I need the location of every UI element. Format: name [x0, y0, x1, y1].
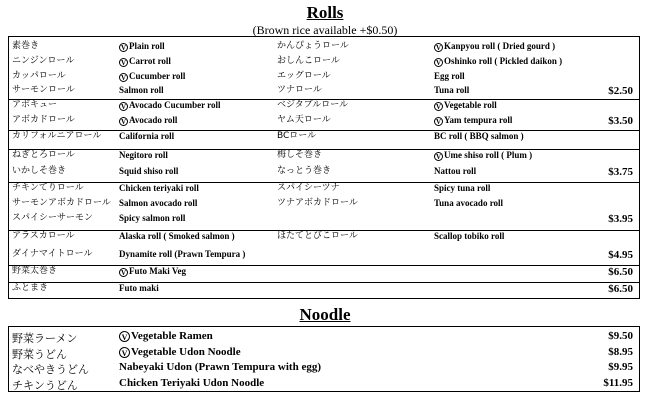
item-japanese-name: ヤム天ロール [277, 115, 331, 125]
item-english-label: Vegetable Udon Noodle [131, 345, 241, 358]
item-english-name [119, 267, 186, 277]
item-price: $6.50 [608, 283, 633, 295]
table-row [9, 345, 639, 360]
item-english-label: Squid shiso roll [119, 166, 179, 176]
vegetarian-icon: V [120, 74, 127, 82]
item-english-name [119, 151, 168, 160]
item-english-label: Spicy tuna roll [434, 183, 491, 193]
item-japanese-name: 野菜ラーメン [12, 332, 78, 345]
item-japanese-name: おしんこロール [277, 56, 340, 66]
item-english-name [434, 167, 476, 176]
item-japanese-name: いかしそ巻き [12, 166, 67, 176]
table-row [9, 130, 639, 150]
table-row [9, 230, 639, 248]
item-english-label: Futo maki [119, 283, 159, 293]
item-english-label: Ume shiso roll ( Plum ) [444, 150, 533, 160]
item-english-label: Oshinko roll ( Pickled daikon ) [444, 56, 563, 66]
item-english-label: California roll [119, 131, 175, 141]
item-english-name [119, 42, 165, 52]
table-row [9, 149, 639, 165]
item-english-name [434, 101, 497, 111]
table-row [9, 212, 639, 231]
rolls-title: Rolls [306, 3, 344, 22]
item-price: $8.95 [608, 345, 633, 358]
item-english-name [119, 132, 174, 141]
item-english-name [434, 42, 555, 52]
item-english-name [434, 116, 512, 126]
item-japanese-name: かんぴょうロール [277, 41, 349, 51]
item-japanese-name: サーモンロール [12, 85, 75, 95]
item-price: $3.95 [608, 213, 633, 225]
item-english-label: Avocado roll [129, 115, 178, 125]
item-japanese-name: チキンうどん [12, 378, 78, 392]
item-english-name [119, 167, 178, 176]
vegetarian-icon: V [120, 118, 127, 126]
item-japanese-name: カリフォルニアロール [12, 131, 102, 141]
table-row [9, 182, 639, 197]
table-row [9, 248, 639, 266]
item-english-label: Cucumber roll [129, 71, 186, 81]
item-english-label: Yam tempura roll [444, 115, 513, 125]
item-english-label: Chicken Teriyaki Udon Noodle [119, 376, 265, 389]
table-row [9, 40, 639, 55]
table-row [9, 265, 639, 283]
item-english-name [119, 199, 197, 208]
item-japanese-name: カッパロール [12, 71, 66, 81]
item-english-name [119, 214, 185, 223]
item-english-label: Tuna avocado roll [434, 198, 504, 208]
item-english-name [119, 232, 235, 241]
item-english-label: Spicy salmon roll [119, 213, 186, 223]
item-japanese-name: なべやきうどん [12, 363, 89, 376]
item-japanese-name: ツナアボカドロール [277, 198, 358, 208]
item-japanese-name: 梅しそ巻き [277, 150, 323, 160]
item-english-name [119, 330, 213, 342]
item-english-name [119, 116, 177, 126]
item-japanese-name: なっとう巻き [277, 166, 332, 176]
item-price: $2.50 [608, 85, 633, 97]
item-english-label: Kanpyou roll ( Dried gourd ) [444, 41, 556, 51]
item-english-name [119, 284, 159, 293]
item-japanese-name: スパイシーツナ [277, 183, 340, 193]
table-row [9, 360, 639, 375]
vegetarian-icon: V [120, 269, 127, 277]
item-english-label: Salmon avocado roll [119, 198, 198, 208]
item-english-name [119, 72, 185, 82]
item-english-name [434, 151, 532, 161]
item-english-label: Scallop tobiko roll [434, 231, 505, 241]
item-english-label: Dynamite roll (Prawn Tempura ) [119, 249, 246, 259]
table-row [9, 99, 639, 114]
item-price: $3.50 [608, 115, 633, 127]
table-row [9, 197, 639, 212]
item-price: $4.95 [608, 249, 633, 261]
item-english-label: Vegetable roll [444, 100, 497, 110]
item-english-name [119, 377, 264, 389]
item-english-label: Plain roll [129, 41, 165, 51]
item-japanese-name: チキンてりロール [12, 183, 84, 193]
item-english-label: BC roll ( BBQ salmon ) [434, 131, 524, 141]
item-english-name [119, 250, 245, 259]
item-price: $6.50 [608, 266, 633, 278]
item-english-name [434, 184, 490, 193]
item-price: $3.75 [608, 166, 633, 178]
item-english-name [119, 184, 199, 193]
item-japanese-name: アラスカロール [12, 231, 75, 241]
item-japanese-name: アボキュー [12, 100, 58, 110]
vegetarian-icon: V [120, 44, 127, 52]
item-japanese-name: BCロール [277, 131, 317, 141]
vegetarian-icon: V [435, 59, 442, 67]
item-english-label: Vegetable Ramen [131, 330, 213, 342]
item-japanese-name: 野菜うどん [12, 347, 67, 361]
item-japanese-name: ベジタブルロール [277, 100, 349, 110]
item-english-label: Salmon roll [119, 85, 164, 95]
item-japanese-name: ダイナマイトロール [12, 249, 93, 259]
vegetarian-icon: V [435, 44, 442, 52]
item-japanese-name: 素巻き [12, 41, 40, 51]
item-price: $9.50 [608, 330, 633, 342]
vegetarian-icon: V [119, 347, 130, 358]
table-row [9, 329, 639, 344]
item-english-name [434, 72, 465, 81]
item-english-label: Alaska roll ( Smoked salmon ) [119, 231, 235, 241]
noodle-table [8, 326, 640, 392]
item-japanese-name: ツナロール [277, 85, 322, 95]
item-japanese-name: アボカドロール [12, 115, 75, 125]
vegetarian-icon: V [435, 118, 442, 126]
item-japanese-name: ねぎとろロール [12, 150, 75, 160]
item-english-label: Egg roll [434, 71, 465, 81]
item-japanese-name: 野菜太巻き [12, 266, 58, 276]
item-english-name [119, 101, 221, 111]
item-english-name [119, 57, 171, 67]
noodle-title: Noodle [299, 305, 351, 324]
item-english-name [434, 132, 524, 141]
vegetarian-icon: V [119, 331, 130, 342]
item-english-name [434, 199, 503, 208]
table-row [9, 114, 639, 131]
vegetarian-icon: V [120, 59, 127, 67]
item-english-label: Carrot roll [129, 56, 171, 66]
item-japanese-name: エッグロール [277, 71, 331, 81]
item-english-name [119, 346, 241, 358]
rolls-subtitle: (Brown rice available +$0.50) [252, 23, 398, 37]
item-english-name [434, 57, 562, 67]
item-english-name [119, 361, 321, 373]
item-japanese-name: ほたてとびこロール [277, 231, 358, 241]
table-row [9, 282, 639, 298]
table-row [9, 55, 639, 70]
table-row [9, 376, 639, 391]
item-english-label: Tuna roll [434, 85, 470, 95]
vegetarian-icon: V [120, 103, 127, 111]
item-price: $9.95 [608, 361, 633, 373]
item-english-label: Avocado Cucumber roll [129, 100, 221, 110]
table-row [9, 84, 639, 100]
item-japanese-name: サーモンアボカドロール [12, 198, 111, 208]
item-english-label: Futo Maki Veg [129, 266, 187, 276]
item-english-label: Negitoro roll [119, 150, 168, 160]
item-price: $11.95 [603, 376, 633, 389]
item-japanese-name: スパイシーサーモン [12, 213, 94, 223]
item-english-name [434, 86, 469, 95]
item-english-label: Nattou roll [434, 166, 477, 176]
table-row [9, 165, 639, 183]
table-row [9, 70, 639, 84]
rolls-table [8, 36, 640, 299]
item-english-name [119, 86, 164, 95]
vegetarian-icon: V [435, 153, 442, 161]
item-english-name [434, 232, 504, 241]
vegetarian-icon: V [435, 103, 442, 111]
item-english-label: Chicken teriyaki roll [119, 183, 199, 193]
item-english-label: Nabeyaki Udon (Prawn Tempura with egg) [119, 361, 321, 373]
item-japanese-name: ふとまき [12, 283, 49, 293]
item-japanese-name: ニンジンロール [12, 56, 75, 66]
